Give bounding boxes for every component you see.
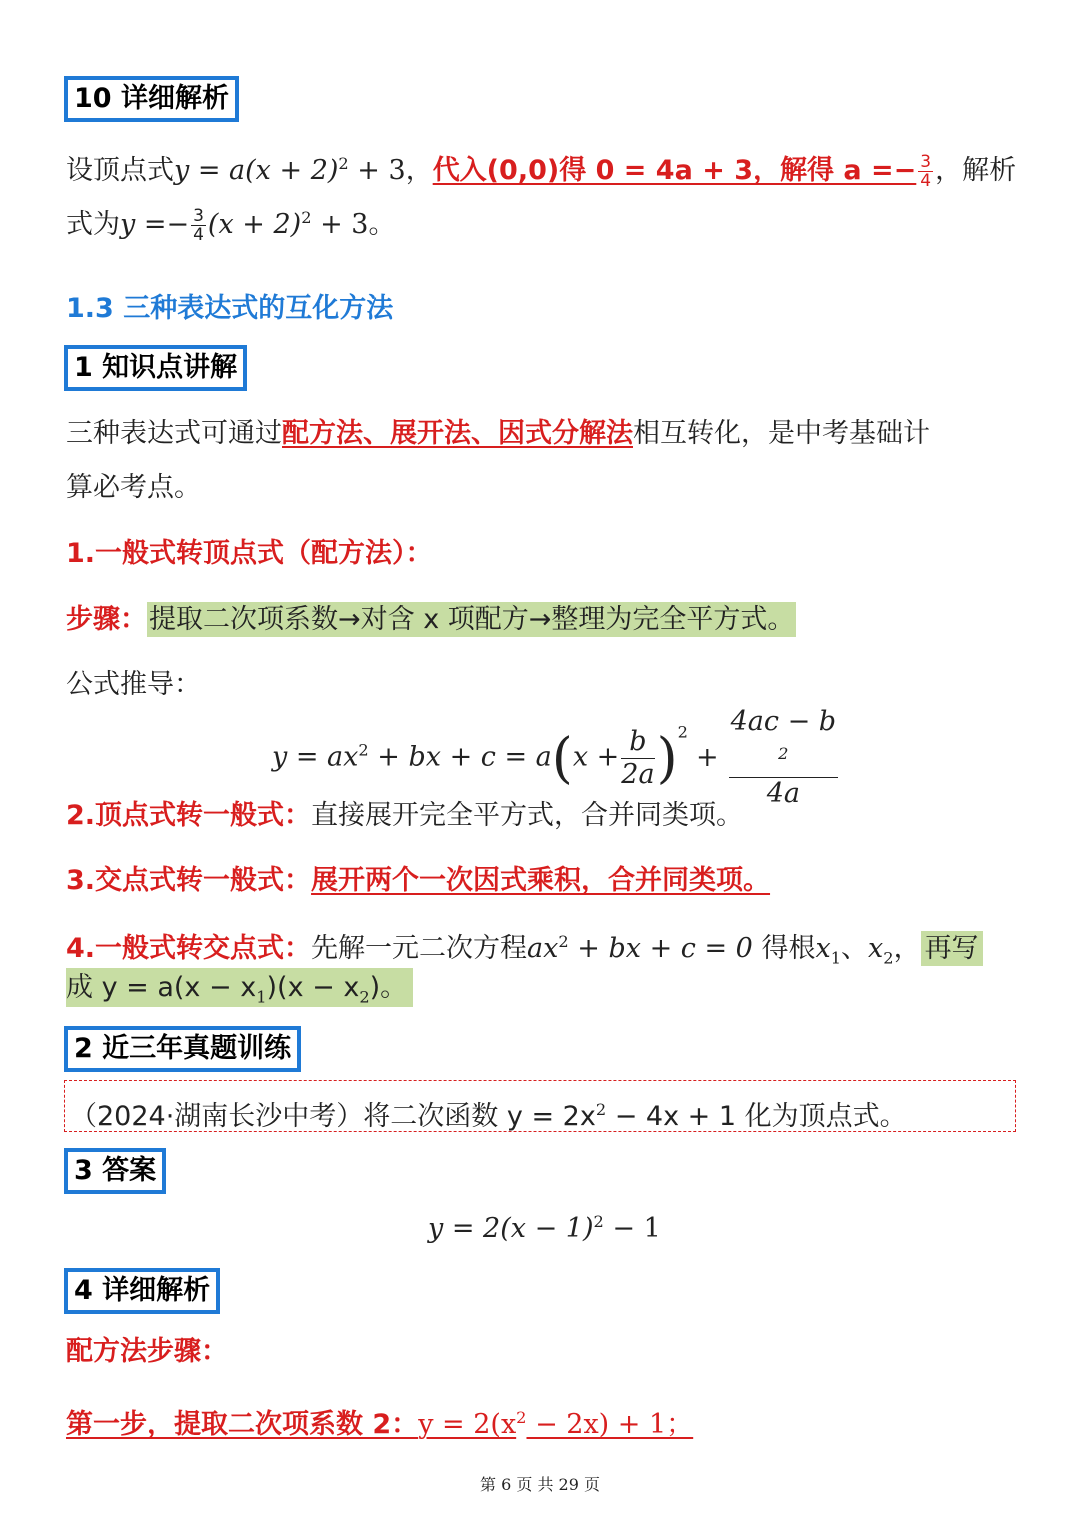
section-label-4: 4 详细解析 bbox=[64, 1268, 220, 1314]
h4-line1: 4.一般式转交点式：先解一元二次方程$ax^2$ + bx + c = 0 得根$x_1$、$x_2$， 再写 bbox=[66, 924, 983, 976]
h4-line2: 成 $y = a(x - x_1)(x - x_2)$。 bbox=[66, 970, 413, 1015]
step1-line: 第一步，提取二次项系数 2：$y = 2(x^2 - 2x) + 1$； bbox=[66, 1408, 694, 1440]
section-label-3: 3 答案 bbox=[64, 1148, 166, 1194]
h2-line: 2.顶点式转一般式：直接展开完全平方式，合并同类项。 bbox=[66, 800, 744, 831]
section-label-1: 1 知识点讲解 bbox=[64, 345, 247, 391]
section-label-10: 10 详细解析 bbox=[64, 76, 239, 122]
steps-line: 步骤：提取二次项系数→对含 x 项配方→整理为完全平方式。 bbox=[66, 604, 795, 635]
s10-fraction: $\frac{3}{4}$ bbox=[920, 152, 932, 191]
answer-formula: $y = 2(x - 1)^2 - 1$ bbox=[428, 1212, 661, 1244]
s10-substitution: 代入(0,0)得 0 = 4a + 3，解得 a =− bbox=[432, 155, 917, 186]
h3-line: 3.交点式转一般式：展开两个一次因式乘积，合并同类项。 bbox=[66, 865, 771, 896]
page-footer: 第 6 页 共 29 页 bbox=[480, 1475, 600, 1494]
h1-general-to-vertex: 1.一般式转顶点式（配方法）： bbox=[66, 538, 433, 569]
s10-line2: 式为y =− $\frac{3}{4}$ $(x + 2)^2 + 3$。 bbox=[66, 206, 396, 245]
question-text: （2024·湖南长沙中考）将二次函数 $y = 2x^2 - 4x + 1$ 化为顶点式。 bbox=[70, 1100, 907, 1132]
s10-line1: 设顶点式$y = a(x + 2)^2 + 3$，代入(0,0)得 0 = 4a + 3，解得 a =− $\frac{3}{4}$ ，解析 bbox=[66, 152, 1017, 191]
s1-para-line2: 算必考点。 bbox=[66, 472, 201, 503]
section-label-2: 2 近三年真题训练 bbox=[64, 1026, 301, 1072]
derive-label: 公式推导： bbox=[66, 669, 201, 700]
method-steps-title: 配方法步骤： bbox=[66, 1336, 228, 1367]
vertex-formula: $y = ax^2$ + bx + c = a(x + $\frac{b}{2a}$ )$^2$+ 4ac − b $^2$ 4a bbox=[272, 706, 837, 809]
section-title: 1.3 三种表达式的互化方法 bbox=[66, 293, 394, 324]
s1-para-line1: 三种表达式可通过配方法、展开法、因式分解法相互转化，是中考基础计 bbox=[66, 418, 930, 449]
